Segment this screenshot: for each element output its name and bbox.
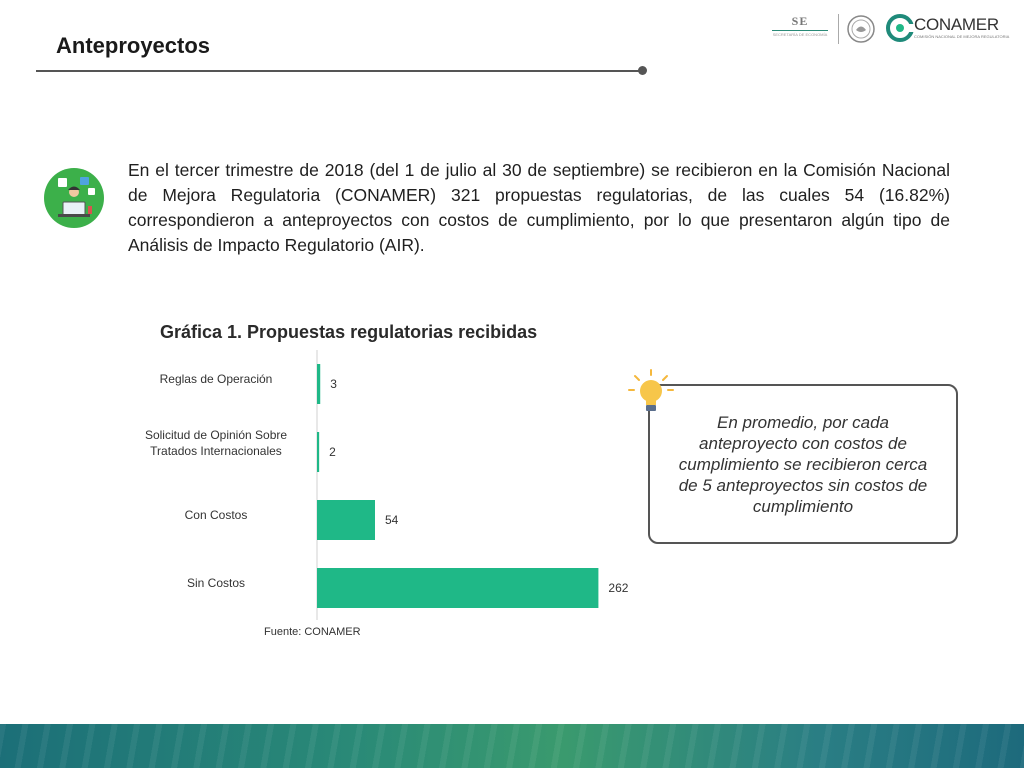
logo-separator (838, 14, 839, 44)
conamer-logo-text: CONAMER (914, 15, 999, 34)
office-worker-icon (44, 168, 104, 228)
bar-chart (120, 350, 660, 620)
header-logos (768, 12, 1008, 46)
data-label-2: 54 (385, 513, 399, 527)
footer-band (0, 724, 1024, 768)
se-logo-subtitle: SECRETARÍA DE ECONOMÍA (772, 32, 828, 37)
page-title: Anteproyectos (56, 33, 211, 58)
callout-text: En promedio, por cada anteproyecto con costos de cumplimiento se recibieron cerca de 5 anteproyectos sin costos de cumplimiento (678, 413, 928, 516)
bar-0 (317, 364, 320, 404)
conamer-logo-subtitle: COMISIÓN NACIONAL DE MEJORA REGULATORIA (914, 34, 1010, 39)
data-label-3: 262 (608, 581, 629, 595)
lightbulb-icon (627, 368, 675, 418)
conamer-logo-icon (886, 14, 914, 42)
bar-3 (317, 568, 598, 608)
bar-1 (317, 432, 319, 472)
category-label-1: Solicitud de Opinión Sobre Tratados Internacionales (144, 428, 288, 458)
bar-2 (317, 500, 375, 540)
title-divider (36, 70, 642, 72)
chart-title: Gráfica 1. Propuestas regulatorias recibidas (160, 322, 538, 342)
intro-paragraph: En el tercer trimestre de 2018 (del 1 de julio al 30 de septiembre) se recibieron en la Comisión Nacional de Mejora Regulatoria (CONAMER) 321 propuestas regulatorias, de las cuales 54 (16.82%) correspondieron a anteproyectos con costos de cumplimiento, por lo que presentaron algún tipo de Análisis de Impacto Regulatorio (AIR). (128, 160, 950, 255)
title-divider-dot (638, 66, 647, 75)
chart-source: Fuente: CONAMER (264, 626, 361, 638)
category-label-3: Sin Costos (186, 576, 246, 590)
data-label-1: 2 (329, 445, 336, 459)
data-label-0: 3 (330, 377, 337, 391)
category-label-2: Con Costos (184, 508, 248, 522)
se-logo-text: SE (791, 14, 809, 28)
mexico-seal-icon (846, 14, 876, 44)
category-label-0: Reglas de Operación (159, 372, 273, 386)
se-logo (768, 14, 832, 42)
